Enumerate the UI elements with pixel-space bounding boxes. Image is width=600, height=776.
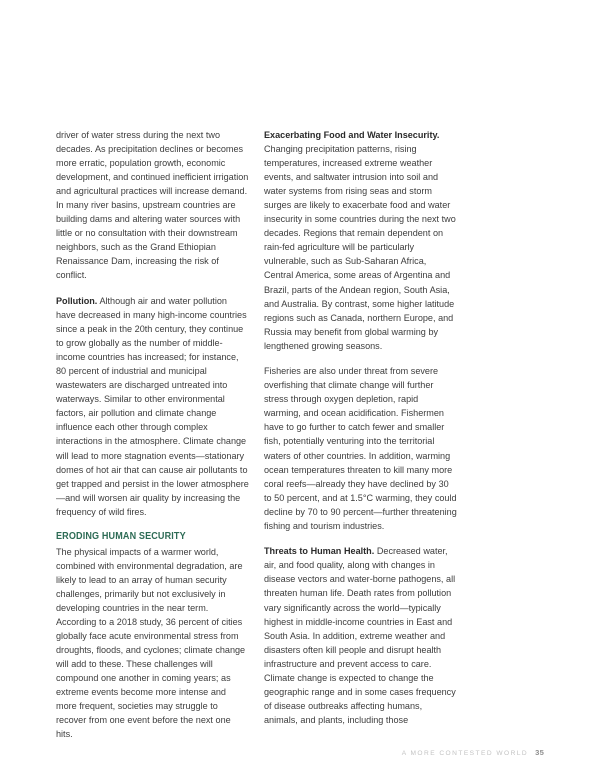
footer-running-title: A MORE CONTESTED WORLD bbox=[401, 750, 529, 757]
column-gutter bbox=[249, 128, 255, 741]
paragraph-water-stress-continued bbox=[56, 128, 249, 283]
paragraph-human-security bbox=[56, 545, 249, 742]
paragraph-human-health bbox=[264, 544, 457, 727]
paragraph-text: Changing precipitation patterns, rising temperatures, increased extreme weather events, and saltwater intrusion into soil and water systems from rising seas and storm surges are likely to exacerbate food and water insecurity in some countries during the next two decades. Regions that remain dependent on rain-fed agriculture will be particularly vulnerable, such as Sub-Saharan Africa, Central America, some areas of Argentina and Brazil, parts of the Andean region, South Asia, and Australia. By contrast, some higher latitude regions such as Canada, northern Europe, and Russia may benefit from global warming by lengthened growing seasons. bbox=[264, 144, 456, 351]
page-footer bbox=[402, 748, 544, 757]
paragraph-text: Decreased water, air, and food quality, along with changes in disease vectors and water-borne pathogens, all threaten human life. Death rates from pollution vary significantly across the world—typically highest in middle-income countries in East and South Asia. In addition, extreme weather and disasters often kill people and disrupt health infrastructure and prevent access to care. Climate change is expected to change the geographic range and in some cases frequency of disease outbreaks affecting humans, animals, and plants, including those bbox=[264, 546, 456, 725]
paragraph-food-water-insecurity bbox=[264, 128, 457, 353]
paragraph-lead-in: Threats to Human Health. bbox=[264, 546, 375, 557]
left-column bbox=[56, 128, 249, 741]
section-heading-eroding-human-security: ERODING HUMAN SECURITY bbox=[56, 531, 186, 543]
paragraph-lead-in: Exacerbating Food and Water Insecurity. bbox=[264, 130, 440, 140]
paragraph-fisheries bbox=[264, 364, 457, 533]
paragraph-lead-in: Pollution. bbox=[56, 296, 98, 307]
footer-page-number: 35 bbox=[535, 748, 544, 757]
paragraph-pollution bbox=[56, 294, 249, 519]
paragraph-text: The physical impacts of a warmer world, combined with environmental degradation, are likely to lead to an array of human security challenges, primarily but not exclusively in developing countries in the near term. According to a 2018 study, 36 percent of cities globally face acute environmental stress from droughts, floods, and cyclones; climate change will add to these. These challenges will compound one another in coming years; as extreme events become more intense and more frequent, societies may struggle to recover from one event before the next one hits. bbox=[56, 546, 246, 740]
right-column bbox=[264, 128, 457, 741]
paragraph-text: Although air and water pollution have decreased in many high-income countries since a peak in the 20th century, they continue to grow globally as the number of middle-income countries has increased; for instance, 80 percent of industrial and municipal wastewaters are discharged untreated into waterways. Similar to other environmental factors, air pollution and climate change influence each other through complex interactions in the atmosphere. Climate change will lead to more stagnation events—stationary domes of hot air that can cause air pollutants to get trapped and persist in the lower atmosphere—and will worsen air quality by increasing the frequency of wild fires. bbox=[56, 296, 249, 517]
paragraph-text: Fisheries are also under threat from severe overfishing that climate change will further stress through oxygen depletion, rapid warming, and ocean acidification. Fishermen have to go further to catch fewer and smaller fish, potentially venturing into the territorial waters of other countries. In addition, warming ocean temperatures threaten to kill many more coral reefs—already they have declined by 30 to 50 percent, and at 1.5°C warming, they could decline by 70 to 90 percent—further threatening fishing and tourism industries. bbox=[264, 366, 457, 531]
two-column-body bbox=[56, 128, 544, 741]
paragraph-text: driver of water stress during the next two decades. As precipitation declines or becomes more erratic, population growth, economic development, and continued inefficient irrigation and agricultural practices will increase demand. In many river basins, upstream countries are building dams and altering water sources with little or no consultation with their downstream neighbors, such as the Grand Ethiopian Renaissance Dam, increasing the risk of conflict. bbox=[56, 130, 249, 281]
